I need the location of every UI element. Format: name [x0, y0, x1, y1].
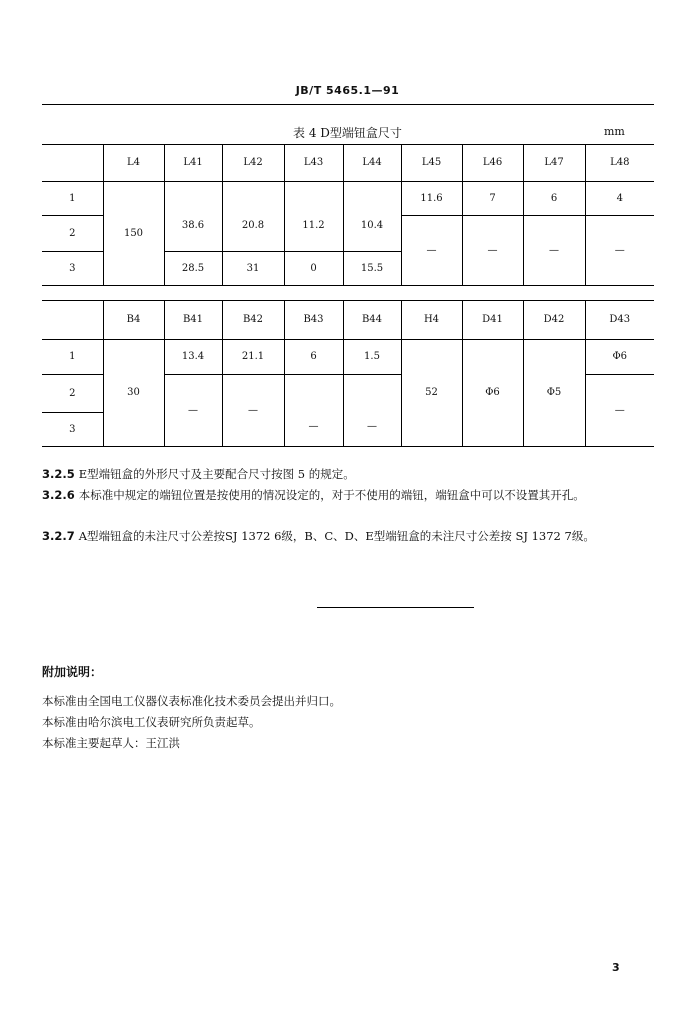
cell-b44-rows23: —	[343, 374, 401, 446]
cell-l42-rows12: 20.8	[222, 181, 284, 251]
cell-b42-rows23: —	[222, 374, 284, 446]
header-cell: L4	[103, 145, 164, 181]
row-label: 1	[42, 339, 103, 374]
cell-l48-rows23: —	[585, 215, 654, 285]
header-cell	[42, 145, 103, 181]
cell-l42-row3: 31	[222, 251, 284, 285]
header-cell: D41	[462, 301, 523, 339]
header-cell: D42	[523, 301, 585, 339]
header-cell	[42, 301, 103, 339]
header-cell: H4	[401, 301, 462, 339]
header-cell: L44	[343, 145, 401, 181]
clause-text: E型端钮盒的外形尺寸及主要配合尺寸按图 5 的规定。	[78, 467, 355, 481]
table-l-dimensions	[42, 145, 654, 285]
cell-l46-row1: 7	[462, 181, 523, 215]
cell-l48-row1: 4	[585, 181, 654, 215]
cell-l45-rows23: —	[401, 215, 462, 285]
cell-b41-rows23: —	[164, 374, 222, 446]
unit-label: mm	[604, 125, 625, 138]
cell-b4: 30	[103, 339, 164, 446]
row-label: 3	[69, 423, 76, 435]
cell-l4: 150	[103, 181, 164, 285]
header-cell: B4	[103, 301, 164, 339]
cell-l43-row3: 0	[284, 251, 343, 285]
table1-bottom-rule	[42, 285, 654, 286]
row-label: 1	[42, 181, 103, 215]
cell-l44-rows12: 10.4	[343, 181, 401, 251]
header-cell: B44	[343, 301, 401, 339]
section-divider	[317, 607, 474, 608]
header-cell: L42	[222, 145, 284, 181]
cell-l47-rows23: —	[523, 215, 585, 285]
notes-line: 本标准主要起草人：王江洪	[42, 736, 180, 750]
cell-b43-row1: 6	[284, 339, 343, 374]
cell-b43-rows23: —	[284, 374, 343, 446]
clause-3-2-5	[42, 464, 654, 484]
clause-number: 3.2.7	[42, 529, 75, 543]
row-label: 3	[69, 262, 76, 274]
header-cell: B43	[284, 301, 343, 339]
clause-3-2-6	[42, 485, 654, 505]
page-number: 3	[612, 961, 620, 974]
cell-d43-rows23: —	[585, 374, 654, 446]
clause-text: 本标准中规定的端钮位置是按使用的情况设定的，对于不使用的端钮，端钮盒中可以不设置其开孔。	[78, 488, 585, 502]
row-label: 2	[42, 374, 103, 412]
header-cell: L43	[284, 145, 343, 181]
cell-d42: Φ5	[523, 339, 585, 446]
cell-b42-row1: 21.1	[222, 339, 284, 374]
table2-bottom-rule	[42, 446, 654, 447]
header-cell: D43	[585, 301, 654, 339]
cell-l47-row1: 6	[523, 181, 585, 215]
clause-3-2-7	[42, 526, 654, 546]
cell-b41-row1: 13.4	[164, 339, 222, 374]
cell-l43-rows12: 11.2	[284, 181, 343, 251]
table-b-dimensions	[42, 301, 654, 446]
cell-l44-row3: 15.5	[343, 251, 401, 285]
notes-title: 附加说明：	[42, 665, 103, 679]
header-cell: L48	[585, 145, 654, 181]
row-label: 2	[42, 215, 103, 251]
clause-text: A型端钮盒的未注尺寸公差按SJ 1372 6级，B、C、D、E型端钮盒的未注尺寸公差按 SJ 1372 7级。	[78, 529, 595, 543]
header-cell: L46	[462, 145, 523, 181]
header-cell: B41	[164, 301, 222, 339]
notes-line: 本标准由哈尔滨电工仪表研究所负责起草。	[42, 715, 261, 729]
notes-line: 本标准由全国电工仪器仪表标准化技术委员会提出并归口。	[42, 694, 341, 708]
document-code: JB/T 5465.1—91	[295, 84, 400, 97]
table-caption: 表 4 D型端钮盒尺寸	[293, 126, 402, 140]
header-cell: L47	[523, 145, 585, 181]
cell-d41: Φ6	[462, 339, 523, 446]
clause-number: 3.2.6	[42, 488, 75, 502]
clause-number: 3.2.5	[42, 467, 75, 481]
cell-l41-row3: 28.5	[164, 251, 222, 285]
cell-d43-row1: Φ6	[585, 339, 654, 374]
header-rule	[42, 104, 654, 105]
header-cell: B42	[222, 301, 284, 339]
cell-b44-row1: 1.5	[343, 339, 401, 374]
cell-h4: 52	[401, 339, 462, 446]
cell-l41-rows12: 38.6	[164, 181, 222, 251]
cell-l45-row1: 11.6	[401, 181, 462, 215]
header-cell: L45	[401, 145, 462, 181]
cell-l46-rows23: —	[462, 215, 523, 285]
header-cell: L41	[164, 145, 222, 181]
